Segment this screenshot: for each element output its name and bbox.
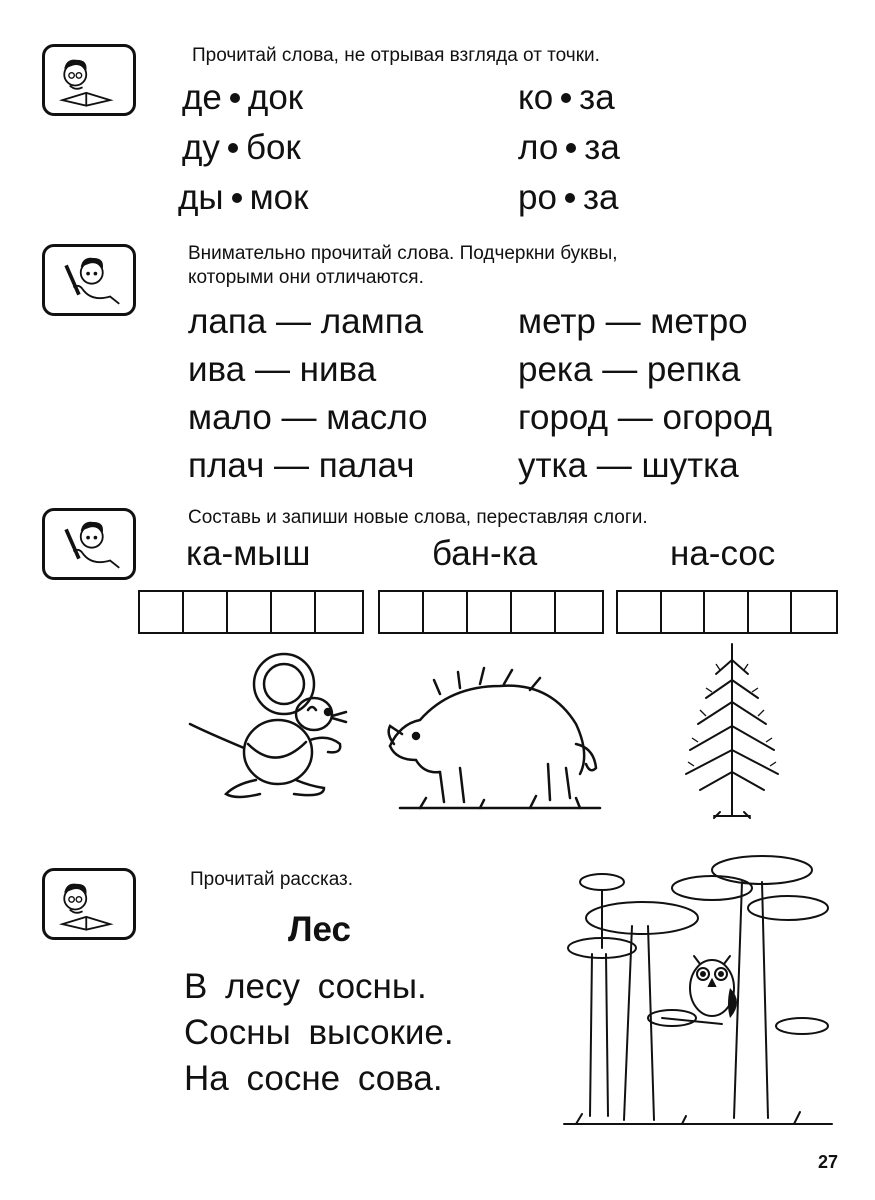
word-pair: плач — палач — [188, 446, 415, 485]
answer-grid-2[interactable] — [378, 590, 604, 634]
word-pair: ива — нива — [188, 350, 377, 389]
letter-cell[interactable] — [705, 592, 749, 632]
instruction-4: Прочитай рассказ. — [190, 869, 354, 890]
letter-cell[interactable] — [749, 592, 793, 632]
letter-cell[interactable] — [662, 592, 706, 632]
syllable-left: ло — [518, 128, 559, 167]
syllable-right: бок — [245, 128, 301, 167]
fixation-dot — [232, 193, 242, 203]
story-line: На сосне сова. — [184, 1059, 443, 1098]
syllable-right: мок — [249, 178, 309, 217]
fixation-dot — [565, 193, 575, 203]
answer-grid-1[interactable] — [138, 590, 364, 634]
syllable-word: бан-ка — [432, 534, 538, 573]
syllable-left: ды — [178, 178, 224, 217]
letter-cell[interactable] — [618, 592, 662, 632]
pine-tree-illustration — [676, 640, 788, 824]
syllable-pair — [518, 128, 620, 168]
letter-cell[interactable] — [468, 592, 512, 632]
word-pair: лапа — лампа — [188, 302, 424, 341]
syllable-left: ро — [518, 178, 557, 217]
syllable-pair — [178, 178, 308, 218]
forest-owl-illustration — [562, 848, 834, 1138]
story-title: Лес — [288, 910, 352, 949]
fixation-dot — [228, 143, 238, 153]
syllable-word: на-сос — [670, 534, 776, 573]
letter-cell[interactable] — [512, 592, 556, 632]
instruction-2-line2: которыми они отличаются. — [188, 267, 424, 288]
instruction-3: Составь и запиши новые слова, переставляя слоги. — [188, 507, 648, 528]
boy-reading-icon — [42, 44, 136, 116]
syllable-left: ду — [182, 128, 220, 167]
syllable-pair — [518, 178, 618, 218]
letter-cell[interactable] — [228, 592, 272, 632]
syllable-left: де — [182, 78, 222, 117]
boar-illustration — [380, 664, 612, 814]
letter-cell[interactable] — [380, 592, 424, 632]
letter-cell[interactable] — [272, 592, 316, 632]
boy-writing-icon — [42, 244, 136, 316]
fixation-dot — [566, 143, 576, 153]
word-pair: река — репка — [518, 350, 741, 389]
syllable-pair — [518, 78, 615, 118]
mouse-illustration — [186, 652, 356, 806]
syllable-right: за — [582, 178, 619, 217]
instruction-2-line1: Внимательно прочитай слова. Подчеркни буквы, — [188, 243, 618, 264]
word-pair: метр — метро — [518, 302, 748, 341]
syllable-word: ка-мыш — [186, 534, 311, 573]
letter-cell[interactable] — [140, 592, 184, 632]
story-line: В лесу сосны. — [184, 967, 427, 1006]
fixation-dot — [561, 93, 571, 103]
syllable-pair — [182, 78, 303, 118]
story-line: Сосны высокие. — [184, 1013, 454, 1052]
answer-grid-3[interactable] — [616, 590, 838, 634]
letter-cell[interactable] — [424, 592, 468, 632]
syllable-left: ко — [518, 78, 554, 117]
syllable-right: док — [247, 78, 304, 117]
syllable-right: за — [579, 78, 615, 117]
syllable-right: за — [584, 128, 620, 167]
boy-reading-icon — [42, 868, 136, 940]
word-pair: утка — шутка — [518, 446, 739, 485]
syllable-pair — [182, 128, 301, 168]
word-pair: мало — масло — [188, 398, 428, 437]
boy-writing-icon — [42, 508, 136, 580]
fixation-dot — [230, 93, 240, 103]
letter-cell[interactable] — [792, 592, 836, 632]
letter-cell[interactable] — [556, 592, 600, 632]
letter-cell[interactable] — [316, 592, 360, 632]
letter-cell[interactable] — [184, 592, 228, 632]
word-pair: город — огород — [518, 398, 773, 437]
page-number: 27 — [818, 1152, 839, 1172]
instruction-1: Прочитай слова, не отрывая взгляда от точки. — [192, 45, 600, 66]
